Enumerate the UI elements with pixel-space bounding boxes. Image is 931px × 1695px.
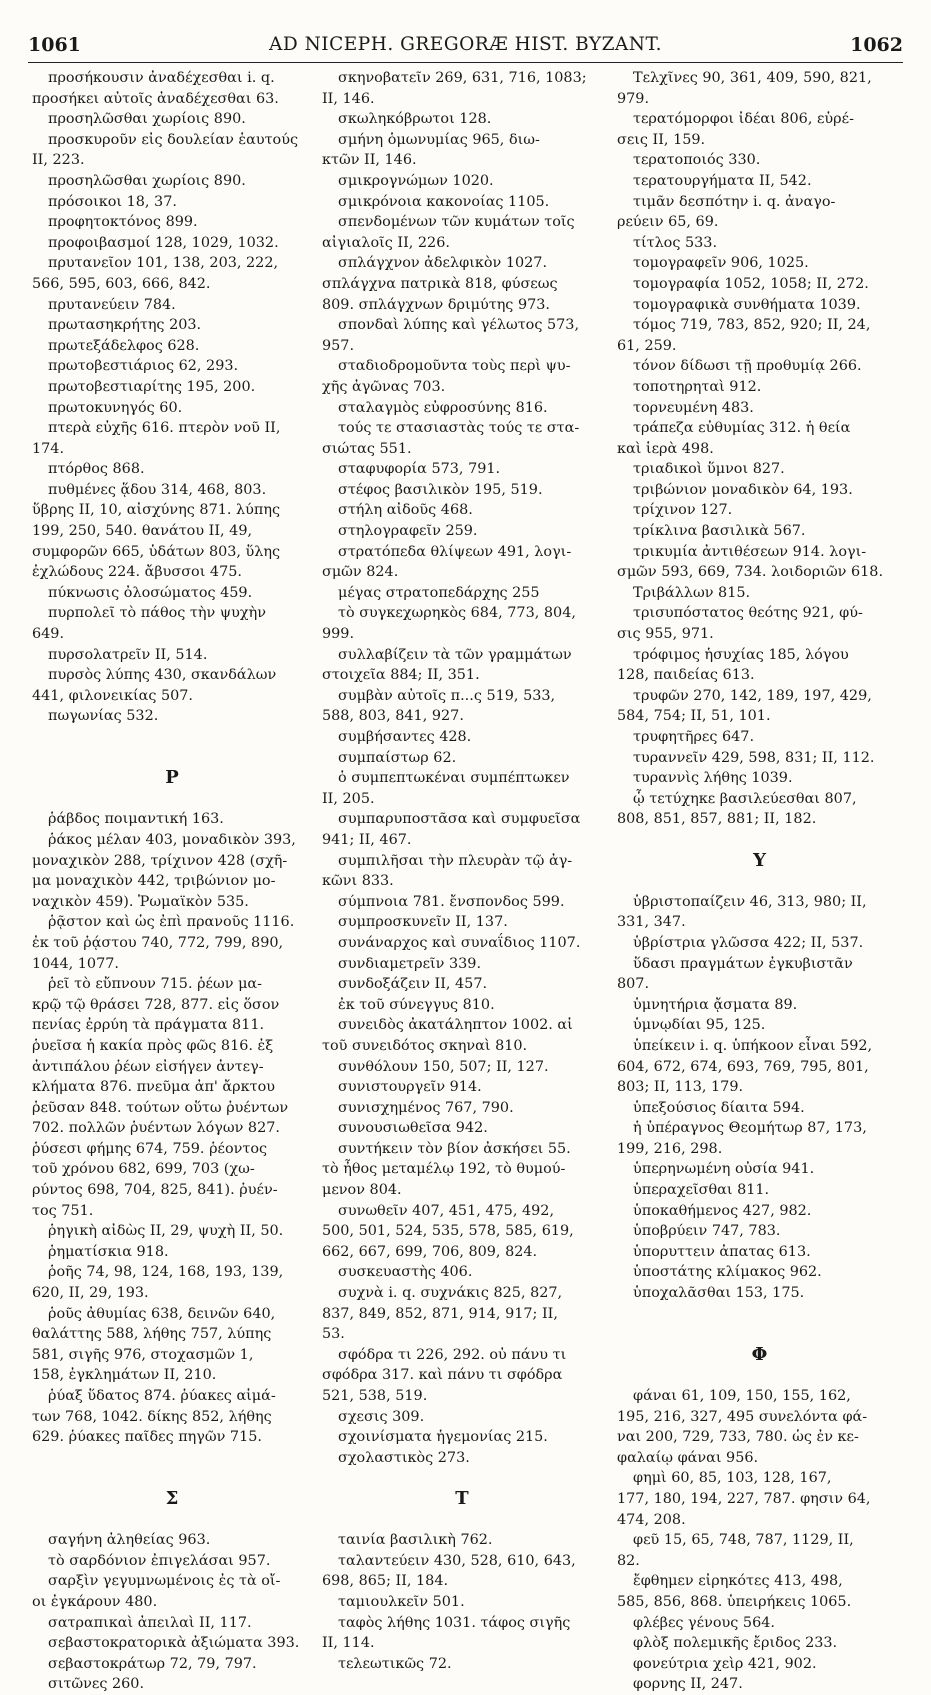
blank-line: [32, 748, 312, 769]
index-line: τὸ σαρδόνιον ἐπιγελάσαι 957.: [48, 1552, 271, 1569]
page-number-right: 1062: [850, 34, 903, 56]
index-line: ὕβρης II, 10, αἰσχύνης 871. λύπης: [32, 502, 281, 519]
index-line: ρεύειν 65, 69.: [617, 214, 719, 231]
index-line: οι ἐγκάρουν 480.: [32, 1593, 158, 1610]
index-line: συνδοξάζειν II, 457.: [338, 976, 488, 993]
index-line: πτερὰ εὐχῆς 616. πτερὸν νοῦ II,: [48, 420, 281, 437]
index-line: τυραννεῖν 429, 598, 831; II, 112.: [633, 749, 875, 766]
index-line: 128, παιδείας 613.: [617, 667, 755, 684]
index-line: συνουσιωθεῖσα 942.: [338, 1120, 488, 1137]
index-line: κῶνι 833.: [322, 873, 394, 890]
index-line: ῥυεῖσα ἡ κακία πρὸς φῶς 816. ἐξ: [32, 1037, 274, 1054]
index-line: συνάναρχος καὶ συναΐδιος 1107.: [338, 934, 581, 951]
index-line: ὑποκαθήμενος 427, 982.: [633, 1202, 812, 1219]
index-line: ναι 200, 729, 733, 780. ὡς ἐν κε-: [617, 1429, 859, 1446]
index-line: συνιστουργεῖν 914.: [338, 1079, 482, 1096]
index-line: μοναχικὸν 288, τρίχινον 428 (σχῆ-: [32, 852, 288, 869]
index-line: ὑποχαλᾶσθαι 153, 175.: [633, 1285, 805, 1302]
index-line: ἀντιπάλου ῥέων εἰσήγεν ἀντεγ-: [32, 1058, 264, 1075]
index-line: σταδιοδρομοῦντα τοὺς περὶ ψυ-: [338, 358, 571, 375]
index-line: προσηλῶσθαι χωρίοις 890.: [48, 172, 246, 189]
index-line: 82.: [617, 1552, 640, 1569]
index-line: πενίας ἐρρύη τὰ πράγματα 811.: [32, 1017, 265, 1034]
index-line: πρωτεξάδελφος 628.: [48, 337, 200, 354]
index-line: τρικυμία ἀντιθέσεων 914. λογι-: [633, 543, 867, 560]
index-line: ῥηματίσκια 918.: [48, 1243, 169, 1260]
index-line: σιώτας 551.: [322, 440, 412, 457]
index-line: φημὶ 60, 85, 103, 128, 167,: [633, 1470, 832, 1487]
index-line: 837, 849, 852, 871, 914, 917; II,: [322, 1305, 558, 1322]
index-line: συχνὰ i. q. συχνάκις 825, 827,: [338, 1285, 563, 1302]
index-line: σφόδρα τι 226, 292. οὐ πάνυ τι: [338, 1346, 567, 1363]
index-line: ἐκ τοῦ σύνεγγυς 810.: [338, 996, 495, 1013]
index-line: σεις II, 159.: [617, 131, 706, 148]
index-line: τος 751.: [32, 1202, 94, 1219]
index-line: πυρπολεῖ τὸ πάθος τὴν ψυχὴν: [48, 605, 266, 622]
index-line: στέφος βασιλικὸν 195, 519.: [338, 481, 543, 498]
index-column-right: [617, 68, 902, 1695]
index-line: συμφορῶν 665, ὑδάτων 803, ὕλης: [32, 543, 281, 560]
index-line: ρύντος 698, 704, 825, 841). ῥυέν-: [32, 1182, 278, 1199]
index-line: ῥάβδος ποιμαντική 163.: [48, 811, 224, 828]
index-line: ῥηγικὴ αἰδὼς II, 29, ψυχὴ II, 50.: [48, 1223, 284, 1240]
index-line: ὑποβρύειν 747, 783.: [633, 1223, 781, 1240]
index-line: τερατουργήματα II, 542.: [633, 172, 812, 189]
index-line: συνθόλουν 150, 507; II, 127.: [338, 1058, 549, 1075]
blank-line: [617, 1365, 902, 1386]
index-line: μέγας στρατοπεδάρχης 255: [338, 584, 540, 601]
index-line: II, 205.: [322, 790, 375, 807]
index-line: σφόδρα 317. καὶ πάνυ τι σφόδρα: [322, 1367, 563, 1384]
index-line: 698, 865; II, 184.: [322, 1573, 449, 1590]
index-line: 629. ῥύακες παῖδες πηγῶν 715.: [32, 1429, 262, 1446]
index-line: 584, 754; II, 51, 101.: [617, 708, 771, 725]
index-line: 588, 803, 841, 927.: [322, 708, 464, 725]
index-line: 331, 347.: [617, 914, 686, 931]
index-line: ἐκ τοῦ ῥᾴστου 740, 772, 799, 890,: [32, 934, 284, 951]
index-line: 581, σιγῆς 976, στοχασμῶν 1,: [32, 1346, 254, 1363]
index-line: τριαδικοὶ ὕμνοι 827.: [633, 461, 785, 478]
index-line: στηλογραφεῖν 259.: [338, 523, 478, 540]
index-line: τριβώνιον μοναδικὸν 64, 193.: [633, 481, 853, 498]
index-line: ναχικὸν 459). Ῥωμαϊκὸν 535.: [32, 893, 249, 910]
index-line: τερατόμορφοι ἰδέαι 806, εὑρέ-: [633, 111, 854, 128]
index-line: πρωτοβεστιαρίτης 195, 200.: [48, 378, 256, 395]
index-line: σαρξὶν γεγυμνωμένοις ἐς τὰ οἴ-: [48, 1573, 281, 1590]
index-line: πυθμένες ᾅδου 314, 468, 803.: [48, 481, 267, 498]
index-line: μα μοναχικὸν 442, τριβώνιον μο-: [32, 873, 276, 890]
index-line: σύμπνοια 781. ἔνσπονδος 599.: [338, 893, 565, 910]
index-line: σκωληκόβρωτοι 128.: [338, 111, 492, 128]
index-line: 1044, 1077.: [32, 955, 119, 972]
index-line: II, 114.: [322, 1635, 375, 1652]
index-line: σατραπικαὶ ἀπειλαὶ II, 117.: [48, 1614, 252, 1631]
index-line: τρίχινον 127.: [633, 502, 733, 519]
index-line: τὸ ἦθος μεταμέλῳ 192, τὸ θυμού-: [322, 1161, 566, 1178]
index-line: θαλάττης 588, λήθης 757, λύπης: [32, 1326, 272, 1343]
index-line: ὕδασι πραγμάτων ἐγκυβιστᾶν: [633, 955, 853, 972]
index-line: προφητοκτόνος 899.: [48, 214, 198, 231]
index-line: ῥύαξ ὕδατος 874. ῥύακες αἱμά-: [48, 1388, 276, 1404]
index-line: φλέβες γένους 564.: [633, 1614, 775, 1631]
index-line: 620, II, 29, 193.: [32, 1285, 149, 1302]
section-letter: Υ: [753, 850, 766, 871]
index-line: συμπιλῆσαι τὴν πλευρὰν τῷ ἀγ-: [338, 852, 573, 869]
index-line: ὑμνητήρια ᾄσματα 89.: [633, 996, 798, 1013]
index-line: τρίκλινα βασιλικὰ 567.: [633, 523, 806, 540]
index-line: τιμᾶν δεσπότην i. q. ἀναγο-: [633, 193, 836, 210]
index-line: σχοινίσματα ἡγεμονίας 215.: [338, 1429, 548, 1446]
blank-line: [32, 1448, 312, 1469]
index-line: σαγήνη ἀληθείας 963.: [48, 1532, 211, 1549]
index-line: 195, 216, 327, 495 συνελόντα φά-: [617, 1408, 868, 1425]
index-line: συνδιαμετρεῖν 339.: [338, 955, 482, 972]
blank-line: [617, 830, 902, 851]
index-line: μενον 804.: [322, 1182, 402, 1199]
index-line: προσκυροῦν εἰς δουλείαν ἑαυτούς: [48, 131, 299, 148]
index-line: στοιχεῖα 884; II, 351.: [322, 667, 480, 684]
index-line: Τελχῖνες 90, 361, 409, 590, 821,: [633, 70, 872, 86]
index-line: Τριβάλλων 815.: [633, 584, 751, 601]
section-letter: Σ: [165, 1488, 179, 1509]
index-line: σπονδαὶ λύπης καὶ γέλωτος 573,: [338, 317, 580, 334]
index-line: 803; II, 113, 179.: [617, 1079, 744, 1096]
index-line: σπενδομένων τῶν κυμάτων τοῖς: [338, 214, 575, 231]
index-line: ῥοῆς 74, 98, 124, 168, 193, 139,: [48, 1264, 284, 1281]
index-line: κτῶν II, 146.: [322, 152, 417, 169]
index-line: 809. σπλάγχνων δριμύτης 973.: [322, 296, 550, 313]
blank-line: [32, 1468, 312, 1489]
index-line: συσκευαστὴς 406.: [338, 1264, 473, 1281]
index-line: ὑπορυττειν ἀπατας 613.: [633, 1243, 811, 1260]
index-line: φεῦ 15, 65, 748, 787, 1129, II,: [633, 1532, 854, 1549]
index-line: ῥεῦσαν 848. τούτων οὕτω ῥυέντων: [32, 1099, 289, 1116]
blank-line: [617, 1304, 902, 1325]
index-line: τόνον δίδωσι τῇ προθυμίᾳ 266.: [633, 358, 862, 375]
index-line: 662, 667, 699, 706, 809, 824.: [322, 1243, 538, 1260]
index-line: 604, 672, 674, 693, 769, 795, 801,: [617, 1058, 869, 1075]
index-line: τρυφῶν 270, 142, 189, 197, 429,: [633, 687, 872, 704]
index-line: φαλαίῳ φάναι 956.: [617, 1449, 759, 1466]
index-line: ᾧ τετύχηκε βασιλεύεσθαι 807,: [633, 790, 857, 807]
index-line: ῥεῖ τὸ εὔπνουν 715. ῥέων μα-: [48, 976, 262, 993]
index-line: προσήκουσιν ἀναδέχεσθαι i. q.: [48, 70, 275, 86]
blank-line: [32, 1510, 312, 1531]
index-line: ταφὸς λήθης 1031. τάφος σιγῆς: [338, 1614, 571, 1631]
index-line: 177, 180, 194, 227, 787. φησιν 64,: [617, 1490, 871, 1507]
blank-line: [322, 1510, 602, 1531]
index-line: σμήνη ὁμωνυμίας 965, διω-: [338, 131, 540, 148]
index-line: σταφυφορία 573, 791.: [338, 461, 501, 478]
index-line: 979.: [617, 90, 650, 107]
section-letter: Φ: [751, 1344, 768, 1365]
index-line: 957.: [322, 337, 355, 354]
index-line: συμβὰν αὐτοῖς π...ς 519, 533,: [338, 687, 556, 704]
index-line: σεβαστοκράτωρ 72, 79, 797.: [48, 1655, 257, 1672]
index-line: ῥάκος μέλαν 403, μοναδικὸν 393,: [48, 831, 296, 848]
index-line: καὶ ἱερὰ 498.: [617, 440, 714, 457]
index-line: σπλάγχνον ἀδελφικὸν 1027.: [338, 255, 548, 272]
index-line: σμικρογνώμων 1020.: [338, 172, 494, 189]
index-line: τομογραφία 1052, 1058; II, 272.: [633, 275, 869, 292]
index-line: ταμιουλκεῖν 501.: [338, 1593, 465, 1610]
index-line: ἐχλώδους 224. ἄβυσσοι 475.: [32, 564, 242, 581]
index-line: 941; II, 467.: [322, 831, 412, 848]
index-line: των 768, 1042. δίκης 852, λήθης: [32, 1408, 272, 1425]
index-line: 199, 250, 540. θανάτου II, 49,: [32, 523, 253, 540]
index-line: πρωτασηκρήτης 203.: [48, 317, 202, 334]
index-line: πύκνωσις ὀλοσώματος 459.: [48, 584, 253, 601]
index-line: ἔφθημεν εἰρηκότες 413, 498,: [633, 1573, 843, 1590]
index-line: συμπαρυποστᾶσα καὶ συμφυεῖσα: [338, 811, 581, 828]
index-line: τὸ συγκεχωρηκὸς 684, 773, 804,: [338, 605, 576, 622]
index-line: πρόσοικοι 18, 37.: [48, 193, 177, 210]
index-line: ἡ ὑπέραγνος Θεομήτωρ 87, 173,: [633, 1120, 867, 1137]
index-line: συμπαίστωρ 62.: [338, 749, 457, 766]
index-line: φάναι 61, 109, 150, 155, 162,: [633, 1388, 851, 1404]
index-line: σπλάγχνα πατρικὰ 818, φύσεως: [322, 275, 558, 292]
index-line: στήλη αἰδοῦς 468.: [338, 502, 473, 519]
blank-line: [32, 727, 312, 748]
index-line: πτόρθος 868.: [48, 461, 145, 478]
index-line: 807.: [617, 976, 650, 993]
index-line: ταλαντεύειν 430, 528, 610, 643,: [338, 1552, 576, 1569]
index-line: συμπροσκυνεῖν II, 137.: [338, 914, 508, 931]
index-line: ὑπερηνωμένη οὐσία 941.: [633, 1161, 815, 1178]
index-line: τούς τε στασιαστὰς τούς τε στα-: [338, 420, 580, 437]
index-line: ὑπείκειν i. q. ὑπήκοον εἶναι 592,: [633, 1037, 873, 1054]
index-line: ὁ συμπεπτωκέναι συμπέπτωκεν: [338, 770, 570, 787]
index-line: τρόφιμος ἡσυχίας 185, λόγου: [633, 646, 849, 663]
index-line: τοῦ χρόνου 682, 699, 703 (χω-: [32, 1161, 255, 1178]
index-line: τομογραφικὰ συνθήματα 1039.: [633, 296, 861, 313]
index-line: προσηλῶσθαι χωρίοις 890.: [48, 111, 246, 128]
index-column-middle: [322, 68, 602, 1674]
index-line: συνωθεῖν 407, 451, 475, 492,: [338, 1202, 555, 1219]
index-line: τερατοποιός 330.: [633, 152, 761, 169]
index-line: στρατόπεδα θλίψεων 491, λογι-: [338, 543, 572, 560]
index-line: 474, 208.: [617, 1511, 686, 1528]
index-line: προσήκει αὐτοῖς ἀναδέχεσθαι 63.: [32, 90, 279, 107]
index-line: πρωτοκυνηγός 60.: [48, 399, 183, 416]
index-line: ῥοῦς ἀθυμίας 638, δεινῶν 640,: [48, 1305, 276, 1322]
index-line: ὑβρίστρια γλῶσσα 422; II, 537.: [633, 934, 864, 951]
index-line: σταλαγμὸς εὐφροσύνης 816.: [338, 399, 548, 416]
index-line: πυρσολατρεῖν II, 514.: [48, 646, 208, 663]
index-line: συνειδὸς ἀκατάληπτον 1002. αἱ: [338, 1017, 573, 1034]
blank-line: [32, 789, 312, 810]
index-line: πρωτοβεστιάριος 62, 293.: [48, 358, 239, 375]
index-line: τόμος 719, 783, 852, 920; II, 24,: [633, 317, 871, 334]
index-line: 808, 851, 857, 881; II, 182.: [617, 811, 817, 828]
index-line: ὑμνῳδίαι 95, 125.: [633, 1017, 766, 1034]
index-line: χῆς ἀγῶνας 703.: [322, 378, 446, 395]
page-number-left: 1061: [28, 34, 81, 56]
index-line: συνισχημένος 767, 790.: [338, 1099, 514, 1116]
index-line: προφοιβασμοί 128, 1029, 1032.: [48, 234, 279, 251]
index-line: κλήματα 876. πνεῦμα ἀπ' ἄρκτου: [32, 1079, 275, 1096]
index-line: σεβαστοκρατορικὰ ἀξιώματα 393.: [48, 1635, 300, 1652]
blank-line: [617, 871, 902, 892]
index-line: 999.: [322, 626, 355, 643]
index-line: συμβήσαντες 428.: [338, 729, 472, 745]
blank-line: [617, 1324, 902, 1345]
index-line: σχολαστικὸς 273.: [338, 1449, 470, 1466]
index-line: τρυφητῆρες 647.: [633, 729, 755, 745]
index-line: τοποτηρηταὶ 912.: [633, 378, 762, 395]
index-line: σκηνοβατεῖν 269, 631, 716, 1083;: [338, 70, 587, 86]
index-line: πρυτανεύειν 784.: [48, 296, 176, 313]
index-line: 566, 595, 603, 666, 842.: [32, 275, 211, 292]
index-line: II, 223.: [32, 152, 85, 169]
index-line: τελεωτικῶς 72.: [338, 1655, 452, 1672]
index-line: σις 955, 971.: [617, 626, 714, 643]
index-line: τοῦ συνειδότος σκηναὶ 810.: [322, 1037, 528, 1054]
index-line: κρῷ τῷ θράσει 728, 877. εἰς ὅσον: [32, 996, 280, 1013]
index-line: 158, ἐγκλημάτων II, 210.: [32, 1367, 217, 1384]
index-line: 53.: [322, 1326, 345, 1343]
index-line: σμῶν 824.: [322, 564, 399, 581]
index-line: ῥᾷστον καὶ ὡς ἐπὶ πρανοῦς 1116.: [48, 914, 295, 931]
index-line: II, 146.: [322, 90, 375, 107]
section-letter: Ρ: [165, 768, 179, 789]
index-line: 500, 501, 524, 535, 578, 585, 619,: [322, 1223, 574, 1240]
index-line: 61, 259.: [617, 337, 677, 354]
index-line: σχεσις 309.: [338, 1408, 425, 1425]
index-column-left: [32, 68, 312, 1695]
index-line: 649.: [32, 626, 65, 643]
section-letter: Τ: [455, 1488, 469, 1509]
index-line: συντήκειν τὸν βίον ἀσκήσει 55.: [338, 1140, 571, 1157]
index-line: τομογραφεῖν 906, 1025.: [633, 255, 809, 272]
index-line: σμικρόνοια κακονοίας 1105.: [338, 193, 550, 210]
index-line: 199, 216, 298.: [617, 1140, 723, 1157]
index-line: τράπεζα εὐθυμίας 312. ἡ θεία: [633, 420, 851, 437]
running-title: AD NICEPH. GREGORÆ HIST. BYZANT.: [269, 34, 662, 55]
index-line: ὑπεξούσιος δίαιτα 594.: [633, 1099, 805, 1116]
index-line: τρισυπόστατος θεότης 921, φύ-: [633, 605, 863, 622]
index-line: τυραννὶς λήθης 1039.: [633, 770, 793, 787]
index-line: ῥύσεσι φήμης 674, 759. ῥέοντος: [32, 1140, 268, 1157]
index-line: πωγωνίας 532.: [48, 708, 159, 725]
index-line: 585, 856, 868. ὑπειρήκεις 1065.: [617, 1593, 852, 1610]
index-line: ὑβριστοπαίζειν 46, 313, 980; II,: [633, 893, 867, 910]
index-line: τίτλος 533.: [633, 234, 718, 251]
index-line: πρυτανεῖον 101, 138, 203, 222,: [48, 255, 279, 272]
index-line: 441, φιλονεικίας 507.: [32, 687, 193, 704]
index-line: σμῶν 593, 669, 734. λοιδοριῶν 618.: [617, 564, 884, 581]
blank-line: [322, 1468, 602, 1489]
index-line: φονεύτρια χεὶρ 421, 902.: [633, 1655, 817, 1672]
index-line: 521, 538, 519.: [322, 1388, 428, 1404]
index-line: ὑπεραχεῖσθαι 811.: [633, 1182, 770, 1199]
index-line: αἰγιαλοῖς II, 226.: [322, 234, 450, 251]
index-line: ταινία βασιλικὴ 762.: [338, 1532, 493, 1549]
index-line: ὑποστάτης κλίμακος 962.: [633, 1264, 822, 1281]
index-line: 702. πολλῶν ῥυέντων λόγων 827.: [32, 1120, 280, 1137]
index-line: πυρσὸς λύπης 430, σκανδάλων: [48, 667, 277, 684]
index-line: φλὸξ πολεμικῆς ἔριδος 233.: [633, 1635, 838, 1652]
index-line: 174.: [32, 440, 65, 457]
index-line: συλλαβίζειν τὰ τῶν γραμμάτων: [338, 646, 572, 663]
index-line: τορνευμένη 483.: [633, 399, 754, 416]
index-line: σιτῶνες 260.: [48, 1676, 145, 1693]
page-header: [28, 34, 903, 63]
index-line: φορνης II, 247.: [633, 1676, 743, 1693]
